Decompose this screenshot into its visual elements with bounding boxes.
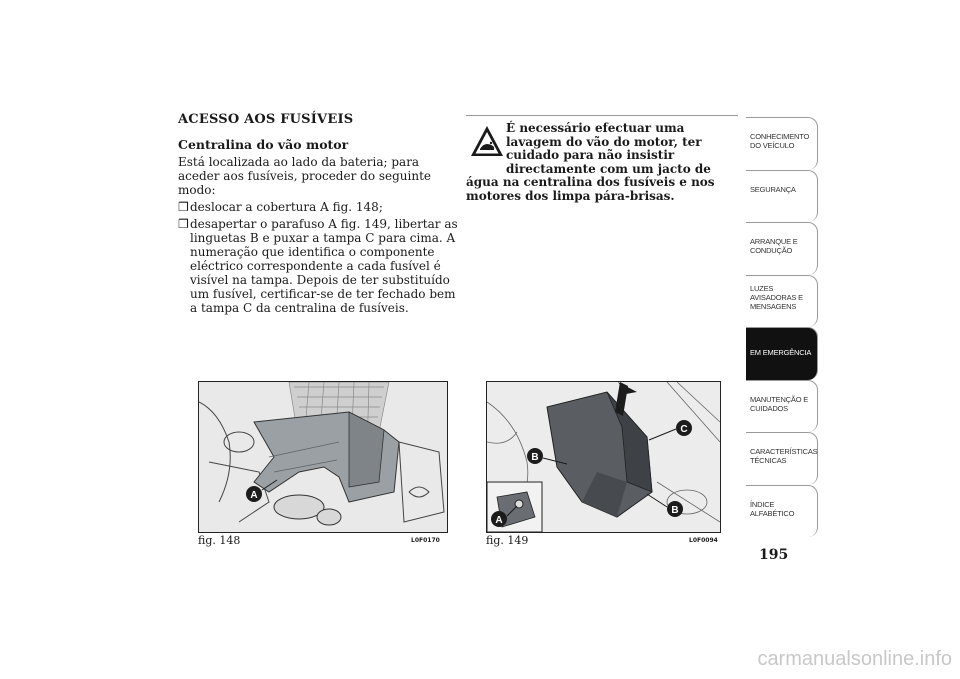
callout-label: A: [495, 515, 503, 526]
engine-cover-illustration: [199, 382, 447, 532]
subheading: Centralina do vão motor: [178, 137, 349, 152]
intro-paragraph: Está localizada ao lado da bateria; para aceder aos fusíveis, proceder do seguinte modo:: [178, 155, 432, 197]
callout-label: B: [671, 505, 679, 516]
figure-code: L0F0170: [411, 537, 440, 544]
figure-caption: fig. 148: [198, 534, 241, 547]
figure-148: [198, 381, 448, 533]
bullet-text: deslocar a cobertura A fig. 148;: [190, 200, 383, 214]
tab-caracteristicas-tecnicas[interactable]: CARACTERÍSTICAS TÉCNICAS: [746, 432, 818, 485]
tab-luzes-avisadoras[interactable]: LUZES AVISADORAS E MENSAGENS: [746, 275, 818, 328]
tab-seguranca[interactable]: SEGURANÇA: [746, 170, 818, 223]
warning-triangle-icon: [470, 124, 504, 158]
warning-text-rest: água na centralina dos fusíveis e nos motores dos limpa pára-brisas.: [466, 175, 715, 203]
chapter-sidebar: [746, 117, 818, 537]
tab-arranque-e-conducao[interactable]: ARRANQUE E CONDUÇÃO: [746, 222, 818, 275]
warning-box: [466, 114, 738, 203]
callout-label: B: [531, 452, 539, 463]
figure-149: [486, 381, 721, 533]
bullet-item: [178, 217, 460, 315]
left-column: [178, 112, 460, 318]
right-column: [466, 114, 738, 203]
watermark: carmanualsonline.info: [757, 648, 952, 670]
figure-caption: fig. 149: [486, 534, 529, 547]
page-number: 195: [759, 547, 789, 563]
tab-manutencao-e-cuidados[interactable]: MANUTENÇÃO E CUIDADOS: [746, 380, 818, 433]
tab-em-emergencia[interactable]: EM EMERGÊNCIA: [746, 327, 818, 380]
bullet-box-icon: ❒: [178, 200, 189, 214]
fuse-box-illustration: [487, 382, 720, 532]
section-title: ACESSO AOS FUSÍVEIS: [178, 112, 354, 127]
warning-text-first: É necessário efectuar uma lavagem do vão do motor, ter cuidado para não insistir directamente com um jacto de: [506, 121, 711, 176]
bullet-text: desapertar o parafuso A fig. 149, libertar as linguetas B e puxar a tampa C para cima. A numeração que identifica o componente eléctrico correspondente a cada fusível é visível na tampa. Depois de ter substituído um fusível, certificar-se de ter fechado bem a tampa C da centralina de fusíveis.: [190, 217, 458, 315]
callout-label: A: [250, 490, 258, 501]
tab-indice-alfabetico[interactable]: ÍNDICE ALFABÉTICO: [746, 485, 818, 538]
figure-code: L0F0094: [689, 537, 718, 544]
bullet-item: [178, 200, 460, 214]
tab-conhecimento-do-veiculo[interactable]: CONHECIMENTO DO VEÍCULO: [746, 117, 818, 170]
callout-label: C: [680, 424, 688, 435]
bullet-box-icon: ❒: [178, 217, 189, 231]
